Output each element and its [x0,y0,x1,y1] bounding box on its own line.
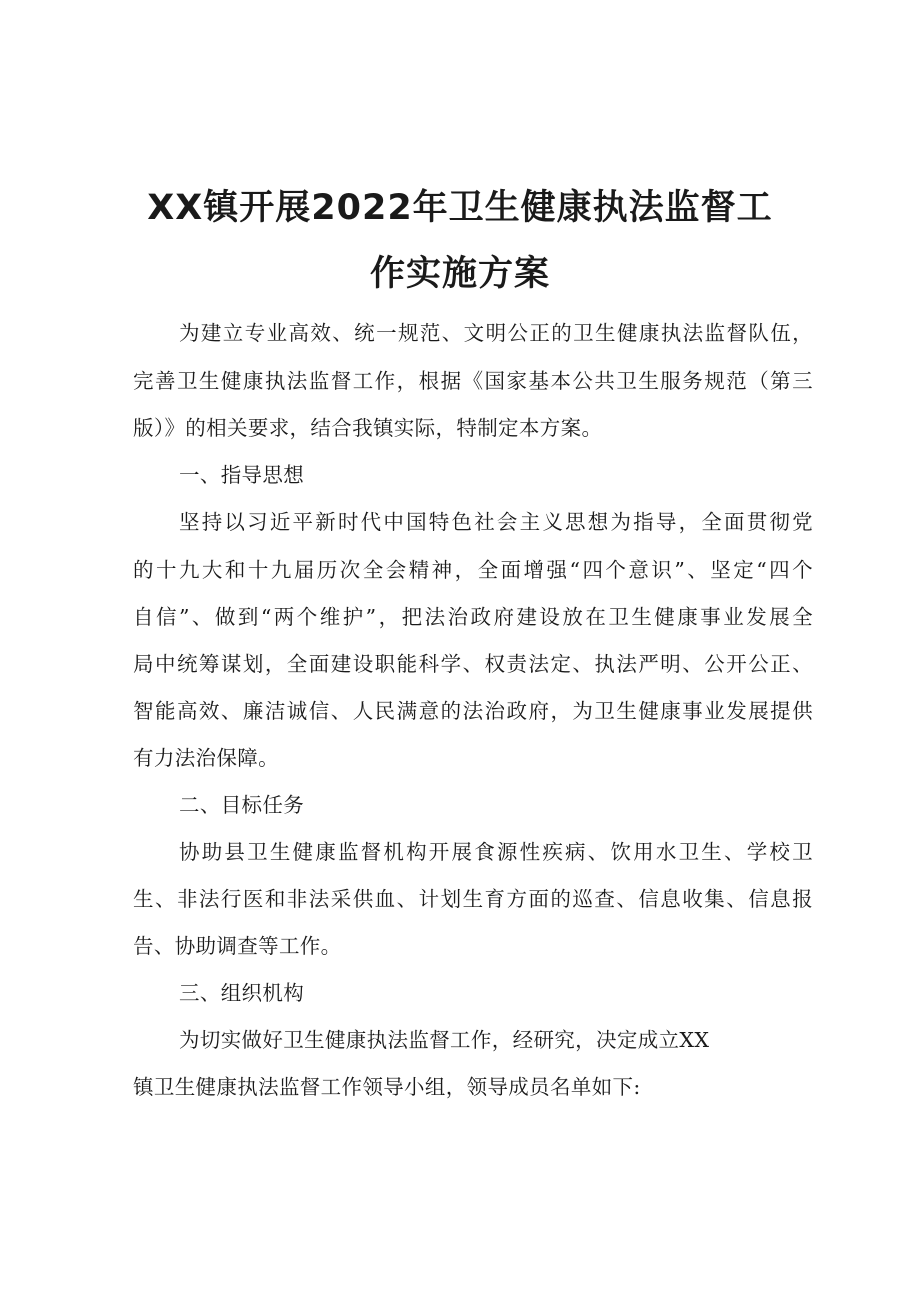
section-1-line-5: 智能高效、廉洁诚信、人民满意的法治政府，为卫生健康事业发展提供 [133,699,813,723]
document-title-line-1: XX镇开展2022年卫生健康执法监督工 [147,188,773,228]
document-title-line-2: 作实施方案 [369,254,550,294]
section-2-line-1: 协助县卫生健康监督机构开展食源性疾病、饮用水卫生、学校卫 [179,840,813,864]
section-3-line-2: 镇卫生健康执法监督工作领导小组，领导成员名单如下: [133,1075,641,1099]
section-1-line-2: 的十九大和十九届历次全会精神，全面增强“四个意识”、坚定“四个 [133,558,813,582]
section-2-line-2: 生、非法行医和非法采供血、计划生育方面的巡查、信息收集、信息报 [133,887,813,911]
intro-line-2: 完善卫生健康执法监督工作，根据《国家基本公共卫生服务规范（第三 [133,369,813,393]
section-2-line-3: 告、协助调查等工作。 [133,934,342,958]
section-1-line-4: 局中统筹谋划，全面建设职能科学、权责法定、执法严明、公开公正、 [133,652,813,676]
section-1-line-1: 坚持以习近平新时代中国特色社会主义思想为指导，全面贯彻党 [179,510,813,534]
section-3-line-1: 为切实做好卫生健康执法监督工作，经研究，决定成立XX [179,1028,710,1052]
intro-line-3: 版）》的相关要求，结合我镇实际，特制定本方案。 [133,416,603,440]
section-2-heading: 二、目标任务 [179,793,305,817]
section-1-heading: 一、指导思想 [179,463,305,487]
intro-line-1: 为建立专业高效、统一规范、文明公正的卫生健康执法监督队伍， [179,321,813,345]
section-1-line-6: 有力法治保障。 [133,746,279,770]
section-3-heading: 三、组织机构 [179,981,305,1005]
section-1-line-3: 自信”、做到“两个维护”，把法治政府建设放在卫生健康事业发展全 [133,605,813,629]
